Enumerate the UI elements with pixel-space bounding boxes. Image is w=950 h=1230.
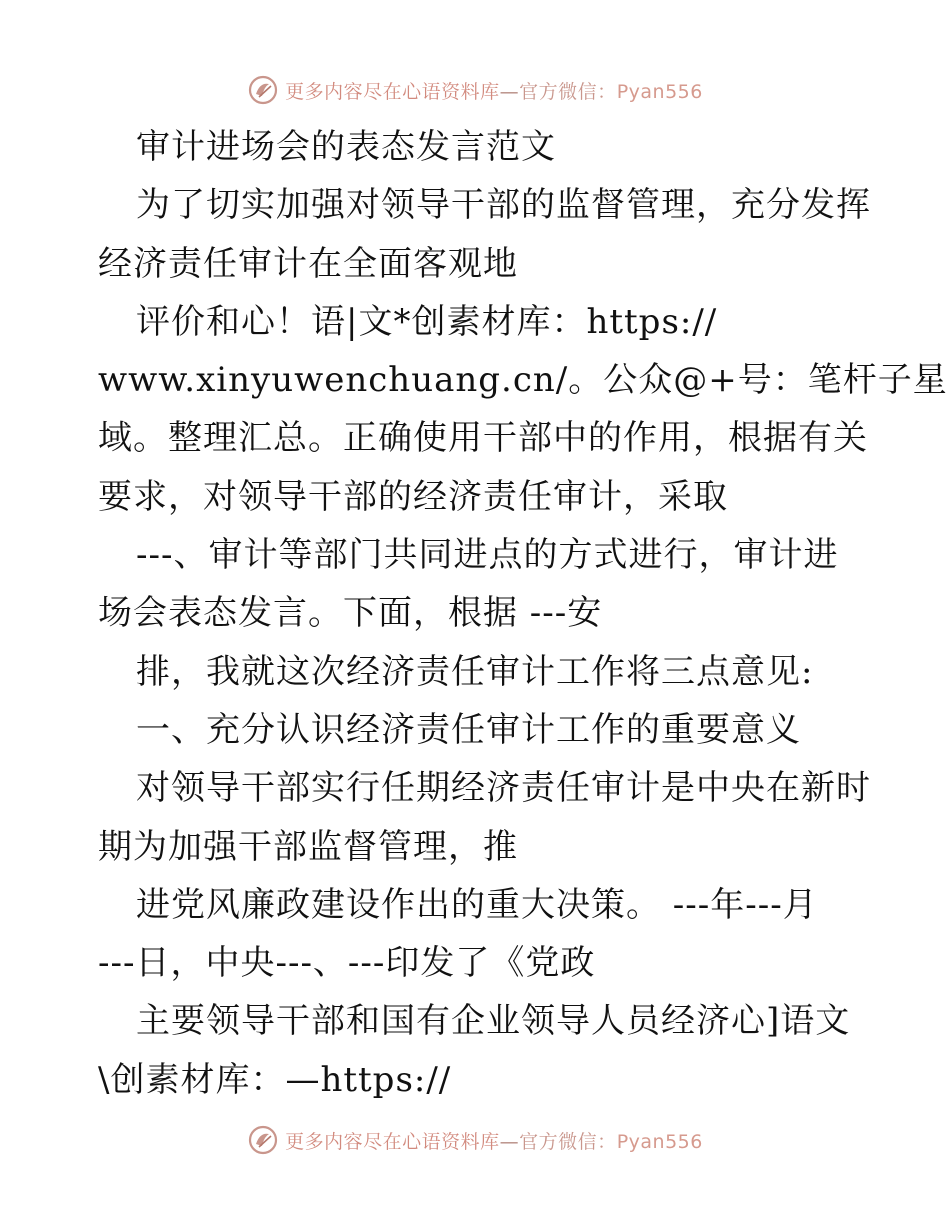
text-line: 评价和心！语|文*创素材库：https:// [136,301,718,342]
banner-text [285,77,703,104]
banner-wechat-id: Pyan556 [616,1130,703,1153]
banner-site-text: 更多内容尽在心语资料库 [285,80,500,103]
banner-separator: — [499,80,520,103]
text-line: ---日，中央---、---印发了《党政 [98,943,596,984]
text-line: \创素材库：—https:// [98,1059,452,1100]
text-line: 为了切实加强对领导干部的监督管理，充分发挥 [136,185,871,226]
text-line: www.xinyuwenchuang.cn/。公众@+号：笔杆子星 [98,360,948,401]
banner-site-text: 更多内容尽在心语资料库 [285,1130,500,1153]
text-line: 审计进场会的表态发言范文 [136,127,556,167]
text-line: 进党风廉政建设作出的重大决策。 ---年---月 [136,884,818,925]
banner-wechat-id: Pyan556 [616,80,703,103]
text-line: 主要领导干部和国有企业领导人员经济心]语文 [136,1001,851,1042]
text-line: 要求，对领导干部的经济责任审计，采取 [98,476,728,517]
text-line: 一、充分认识经济责任审计工作的重要意义 [136,709,801,750]
text-line: 域。整理汇总。正确使用干部中的作用，根据有关 [98,418,868,459]
banner-text [285,1127,703,1154]
header-watermark-banner [0,70,950,110]
banner-wechat-label: 官方微信： [519,1130,617,1153]
text-line: 期为加强干部监督管理，推 [98,826,518,867]
text-line: 场会表态发言。下面，根据 ---安 [98,593,603,634]
text-line: ---、审计等部门共同进点的方式进行，审计进 [136,535,839,576]
text-line: 对领导干部实行任期经济责任审计是中央在新时 [136,768,871,809]
text-line: 排，我就这次经济责任审计工作将三点意见: [136,651,814,692]
document-body [98,118,948,1109]
footer-watermark-banner [0,1120,950,1160]
text-line: 经济责任审计在全面客观地 [98,243,518,284]
banner-wechat-label: 官方微信： [519,80,617,103]
banner-separator: — [499,1130,520,1153]
brand-logo-icon [247,74,279,106]
brand-logo-icon [247,1124,279,1156]
